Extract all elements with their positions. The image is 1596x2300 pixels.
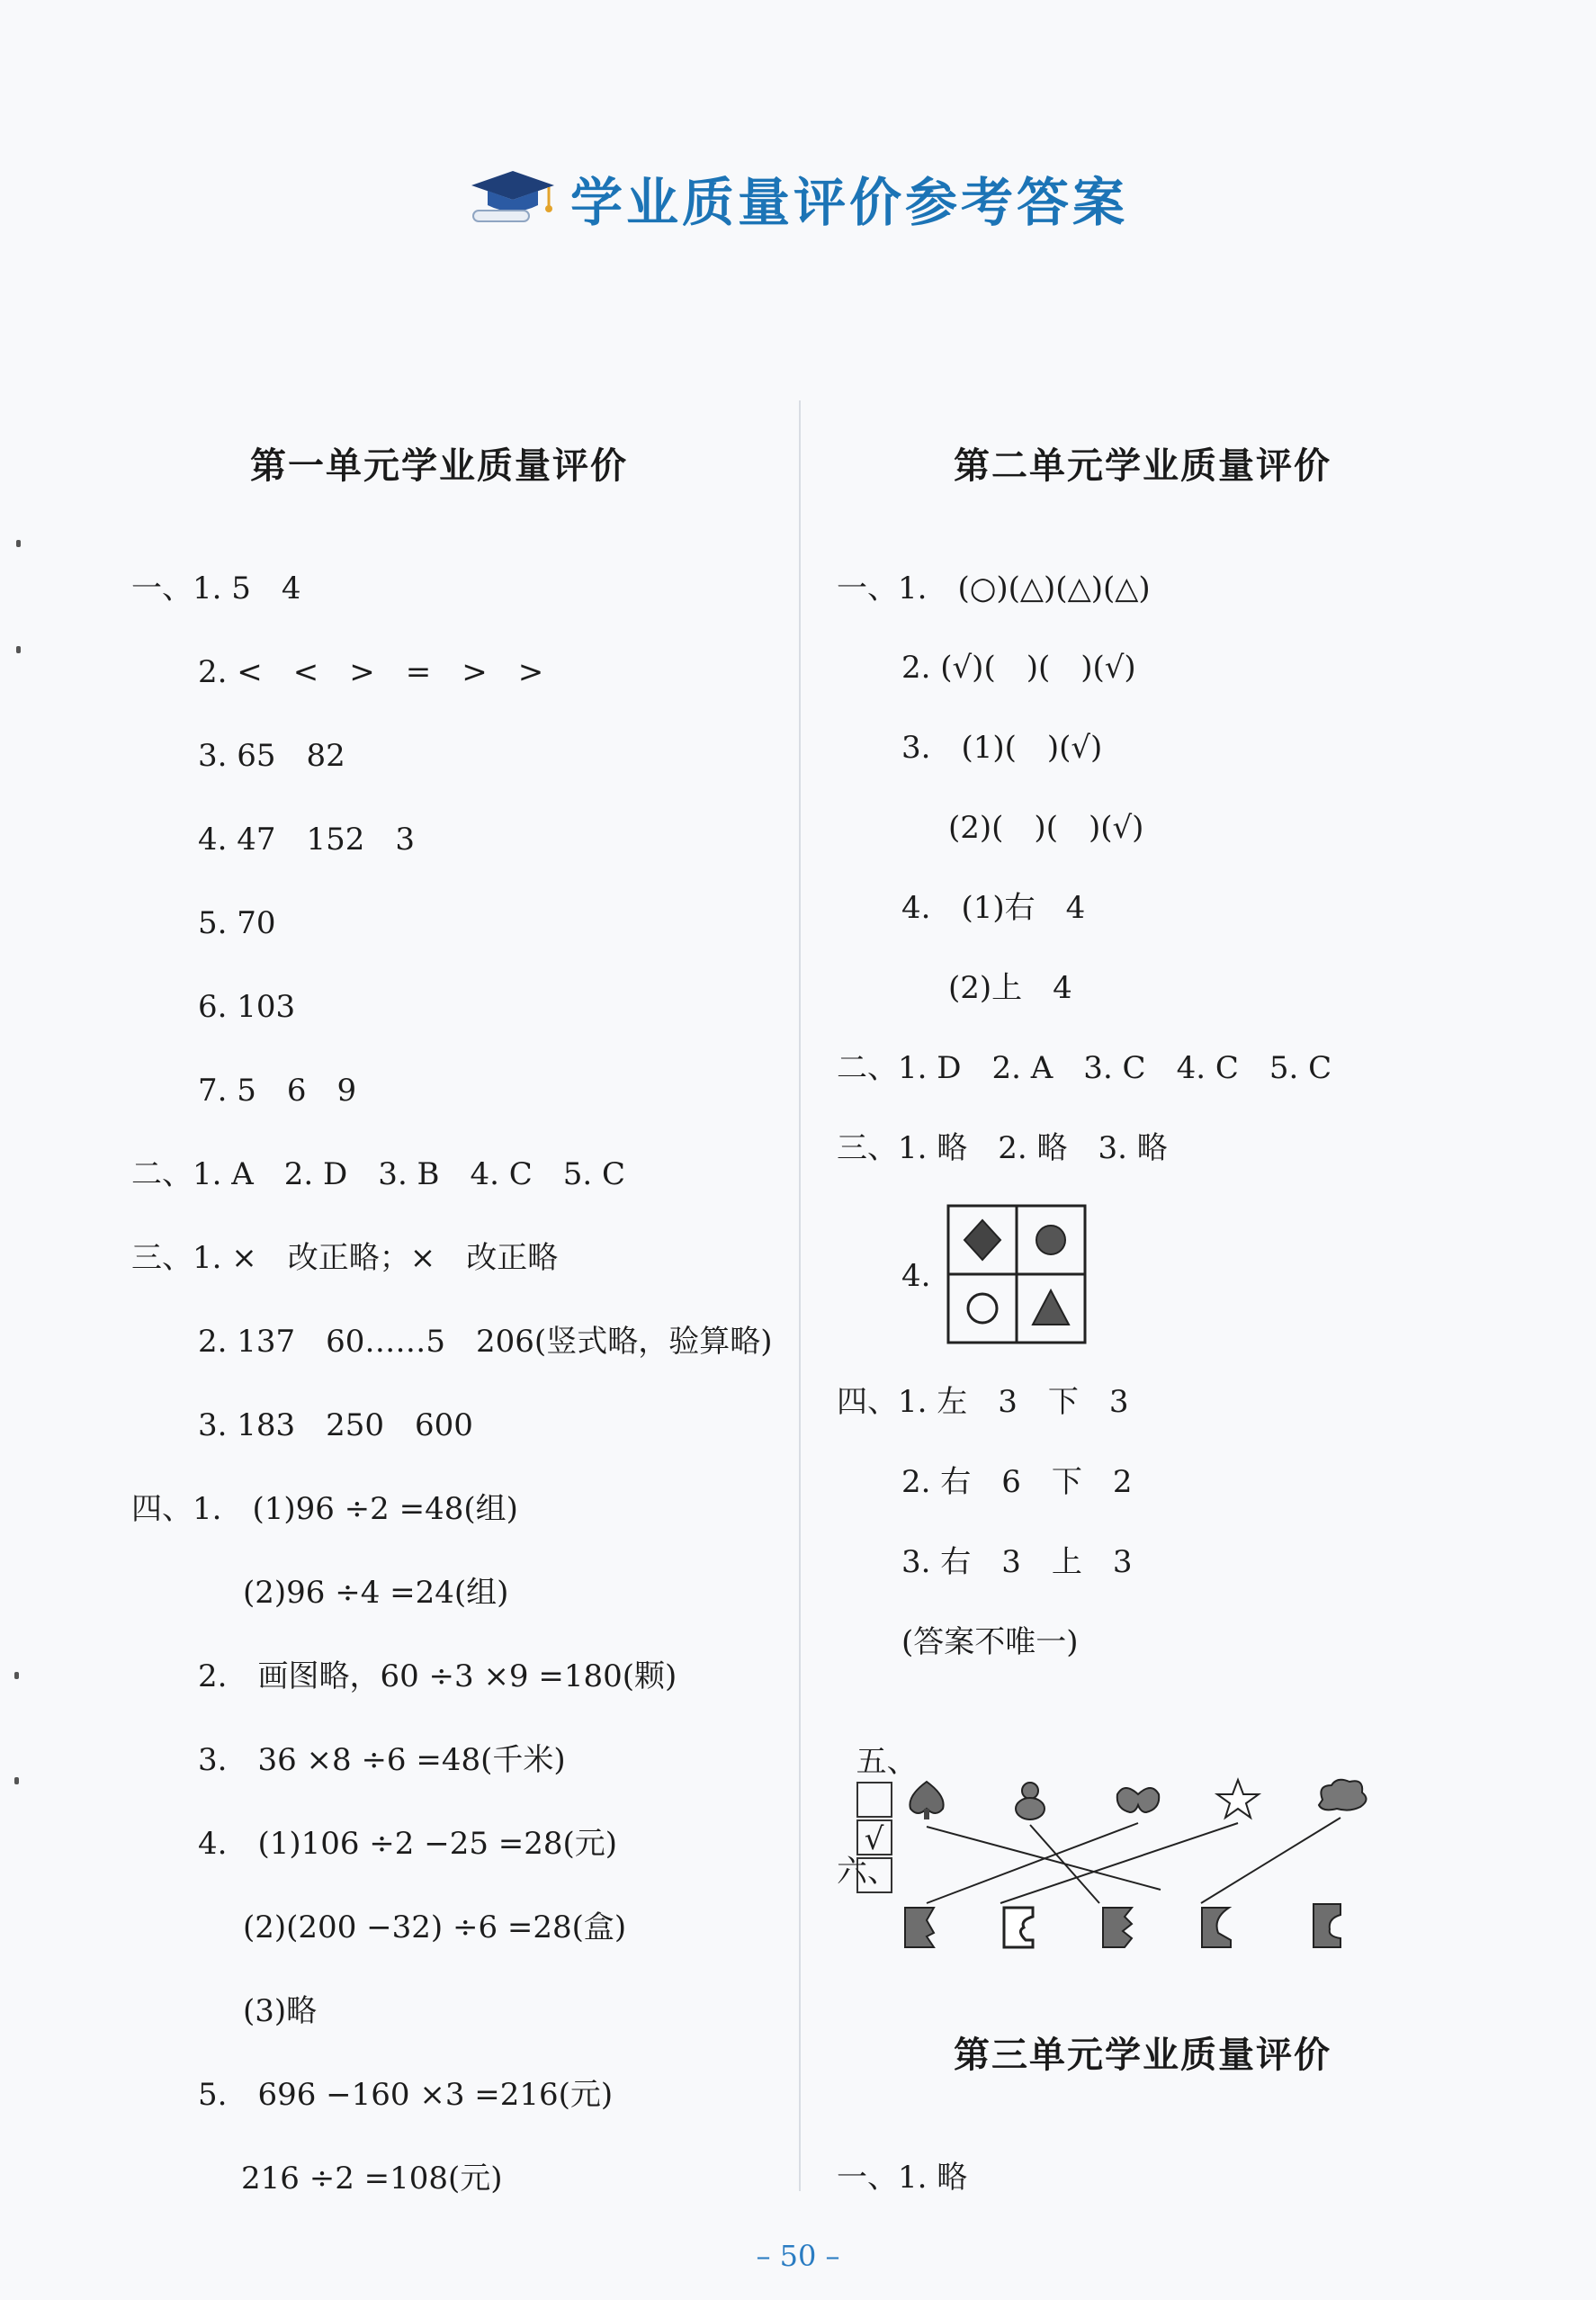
answer-line: 6. 103 [198,989,296,1025]
answer-line: (2)( )( )(√) [948,810,1144,846]
cut-shape-1 [905,1908,934,1947]
star-icon [1217,1780,1259,1818]
graduation-cap-icon [468,162,558,234]
answer-line: 7. 5 6 9 [198,1073,357,1109]
ink-speck [14,1777,19,1784]
answer-line: 3. 36 ×8 ÷6 =48(千米) [198,1742,566,1778]
answer-line: 一、1. 略 [837,2160,968,2196]
answer-box [856,1782,892,1818]
cloud-icon [1319,1780,1367,1810]
spade-icon [910,1782,943,1819]
answer-line: (2)(200 −32) ÷6 =28(盒) [243,1909,627,1945]
unit2-title: 第二单元学业质量评价 [954,445,1331,487]
answer-line: 2. 画图略，60 ÷3 ×9 =180(颗) [198,1658,677,1694]
column-divider [799,400,801,2191]
answer-line: 三、1. × 改正略；× 改正略 [131,1240,559,1276]
answer-line: 一、1. 5 4 [131,571,301,606]
answer-line: 二、1. A 2. D 3. B 4. C 5. C [131,1156,626,1192]
ink-speck [14,1672,19,1679]
cut-shape-5 [1314,1904,1340,1947]
answer-line: (答案不唯一) [901,1624,1079,1660]
answer-line: 四、1. 左 3 下 3 [837,1384,1129,1420]
page-title: 学业质量评价参考答案 [569,172,1128,233]
answer-line: 3. 65 82 [198,738,345,774]
answer-line: 4. (1)106 ÷2 −25 =28(元) [198,1826,618,1862]
answer-line: (2)上 4 [948,970,1072,1006]
answer-line: 2. 137 60……5 206(竖式略，验算略) [198,1324,773,1360]
page-header [0,160,1596,236]
answer-line: 三、1. 略 2. 略 3. 略 [837,1130,1168,1166]
answer-line: 216 ÷2 =108(元) [241,2161,503,2197]
answer-line: (2)96 ÷4 =24(组) [243,1575,509,1611]
cut-shape-2 [1004,1908,1033,1947]
answer-line: 2. (√)( )( )(√) [901,650,1136,686]
cut-shape-4 [1202,1908,1231,1947]
question-label: 五、 [856,1744,918,1780]
ink-speck [16,540,21,547]
answer-line: 3. 右 3 上 3 [901,1544,1133,1580]
answer-line: 4. [901,1258,931,1294]
unit1-title: 第一单元学业质量评价 [250,445,628,487]
unit3-title: 第三单元学业质量评价 [954,2035,1331,2076]
butterfly-icon [1117,1788,1159,1812]
answer-line: 3. 183 250 600 [198,1407,473,1443]
answer-line: (3)略 [243,1993,318,2029]
matching-figure [891,1773,1376,1962]
answer-line: 5. 70 [198,905,276,941]
shape-grid-figure [946,1204,1087,1344]
answer-line: 5. 696 −160 ×3 =216(元) [198,2077,614,2113]
answer-line: 六、 [837,1854,898,1890]
answer-line: 一、1. (○)(△)(△)(△) [837,571,1151,606]
answer-line: 3. (1)( )(√) [901,730,1103,766]
snowman-icon [1016,1783,1045,1819]
cut-shape-3 [1103,1908,1132,1947]
page-number: – 50 – [756,2239,840,2273]
ink-speck [16,646,21,653]
answer-line: 4. 47 152 3 [198,822,416,858]
answer-box-checked: √ [856,1819,892,1855]
answer-line: 2. < < > = > > [198,654,544,690]
answer-line: 2. 右 6 下 2 [901,1464,1133,1500]
answer-line: 4. (1)右 4 [901,890,1086,926]
answer-line: 四、1. (1)96 ÷2 =48(组) [131,1491,518,1527]
answer-line: 二、1. D 2. A 3. C 4. C 5. C [837,1050,1332,1086]
